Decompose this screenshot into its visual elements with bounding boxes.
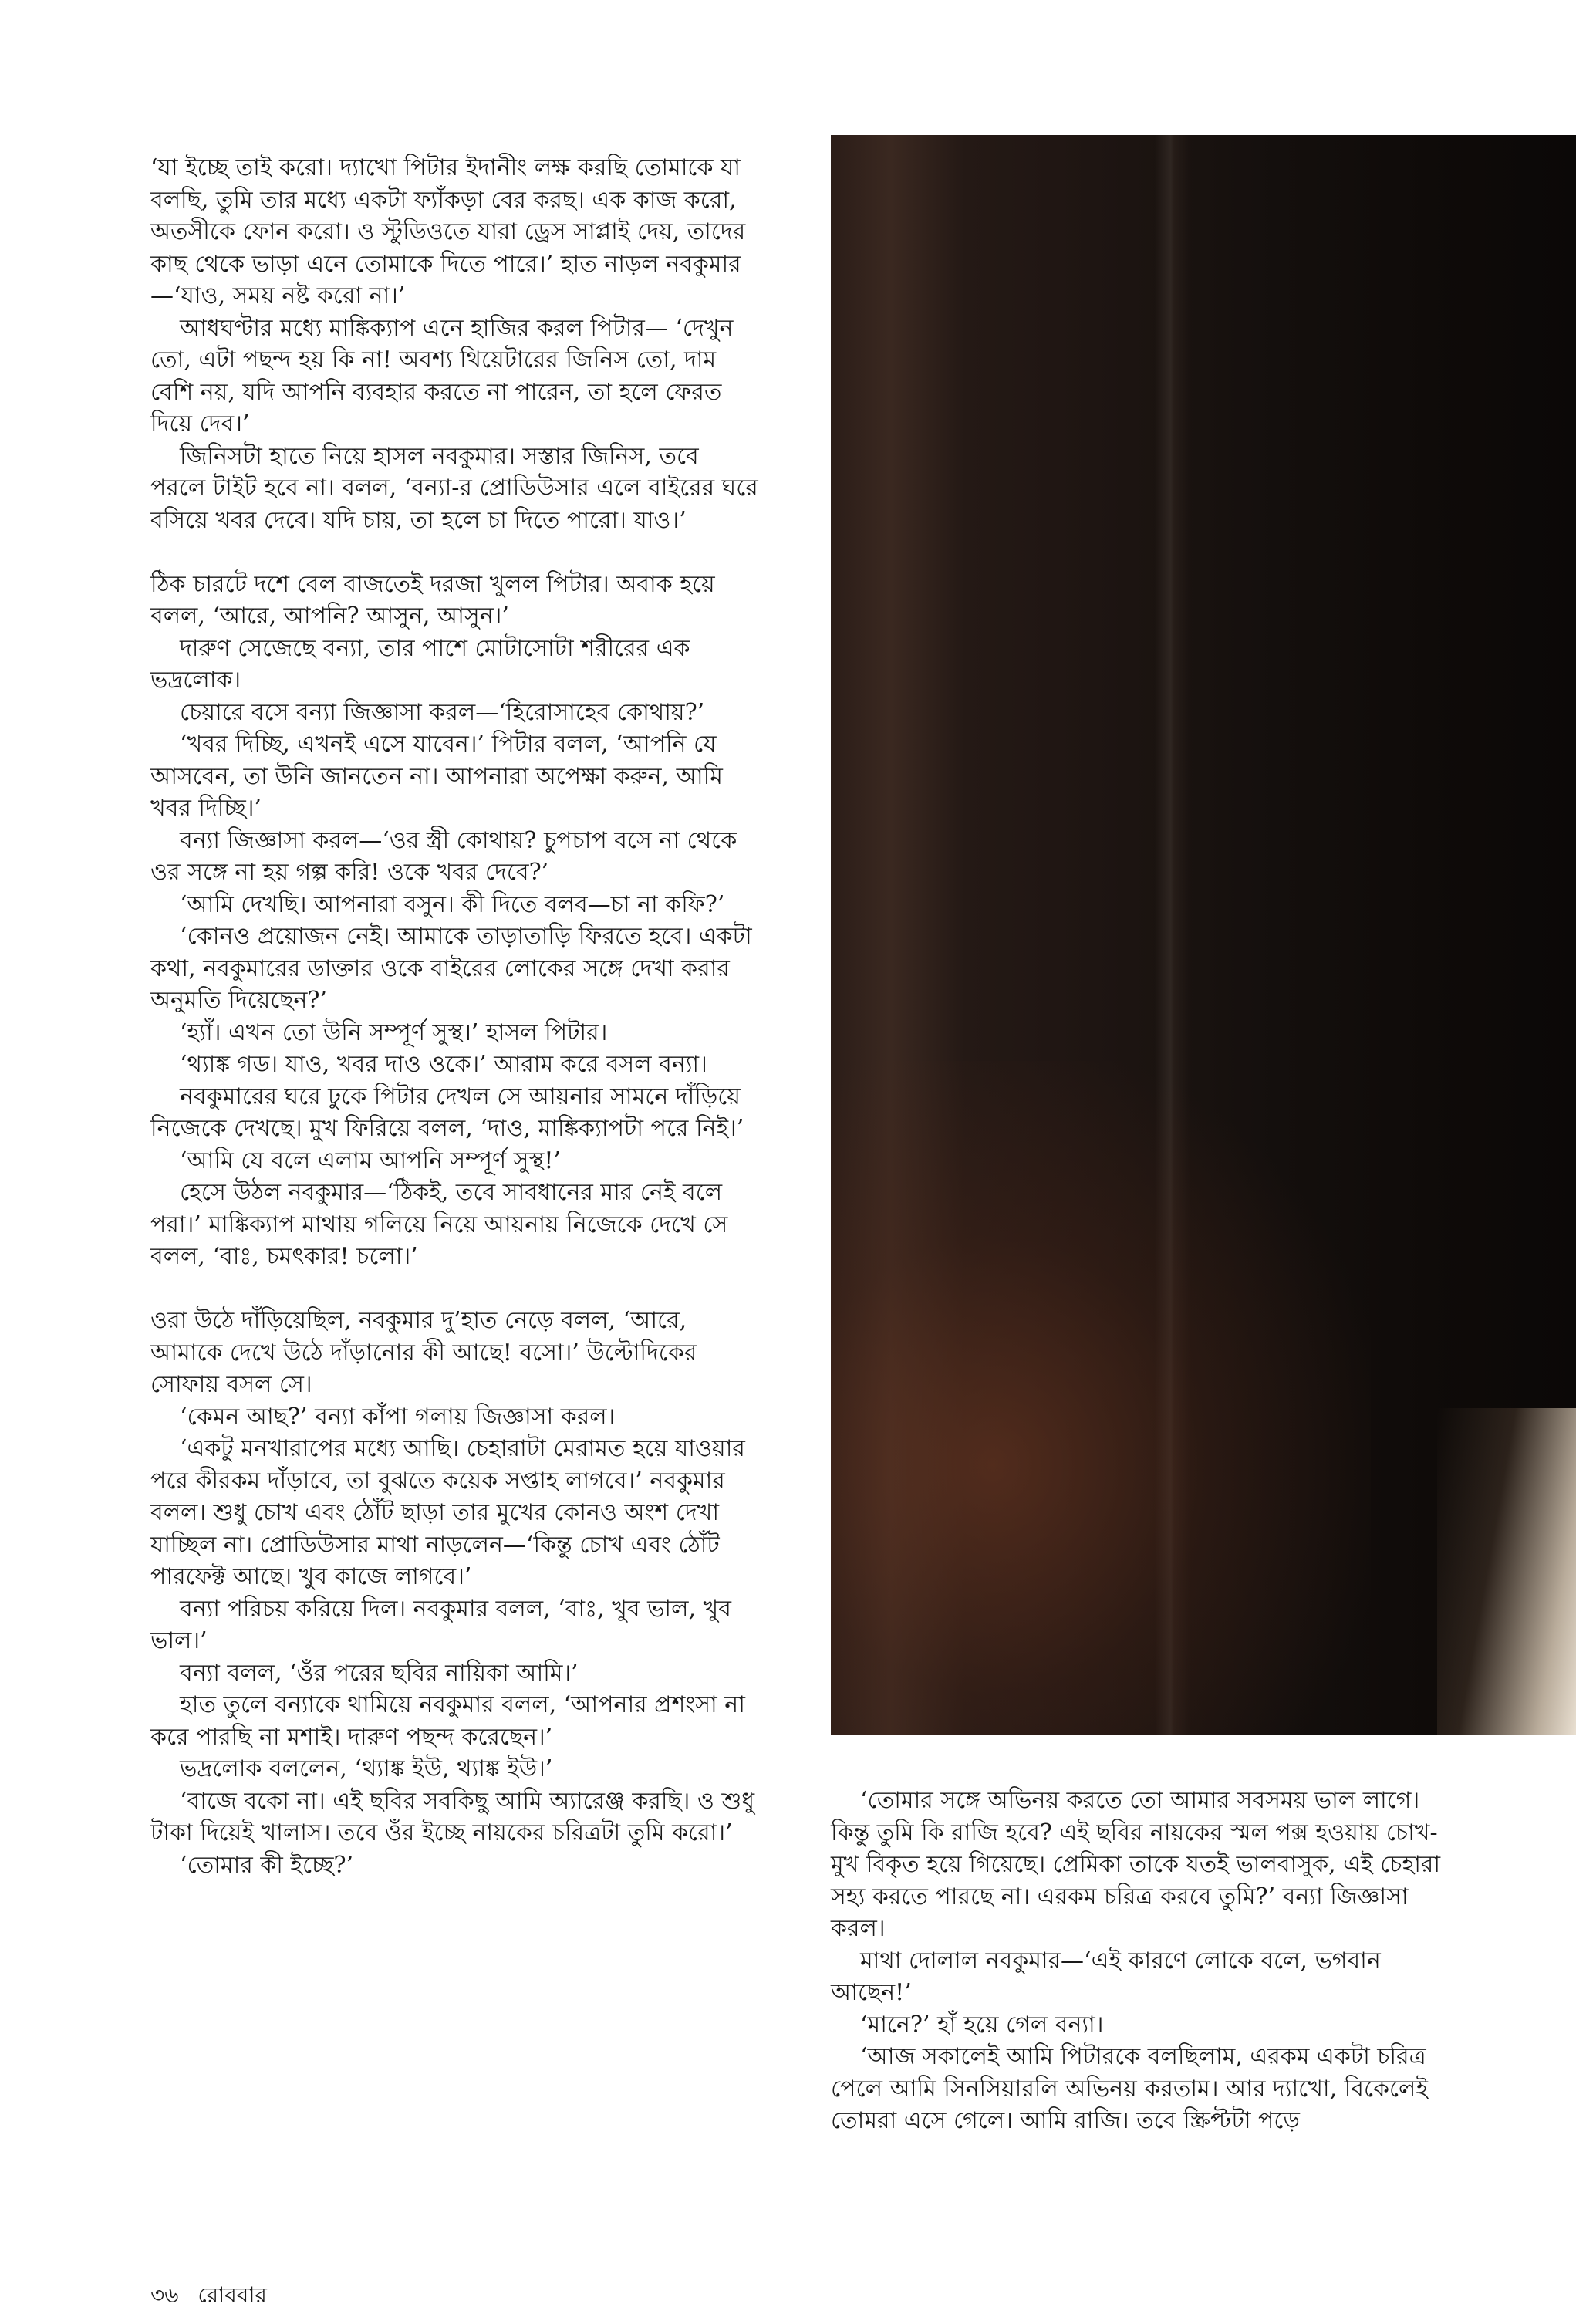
right-text-column (831, 1785, 1444, 2137)
paragraph: ঠিক চারটে দশে বেল বাজতেই দরজা খুলল পিটার। অবাক হয়ে বলল, ‘আরে, আপনি? আসুন, আসুন।’ (150, 570, 715, 630)
page-footer (150, 2282, 279, 2309)
paragraph: জিনিসটা হাতে নিয়ে হাসল নবকুমার। সস্তার জিনিস, তবে পরলে টাইট হবে না। বলল, ‘বন্যা-র প্রোডিউসার এলে বাইরের ঘরে বসিয়ে খবর দেবে। যদি চায়, তা হলে চা দিতে পারো। যাও।’ (150, 442, 758, 534)
paragraph: হাত তুলে বন্যাকে থামিয়ে নবকুমার বলল, ‘আপনার প্রশংসা না করে পারছি না মশাই। দারুণ পছন্দ করেছেন।’ (150, 1691, 745, 1751)
paragraph: ‘একটু মনখারাপের মধ্যে আছি। চেহারাটা মেরামত হয়ে যাওয়ার পরে কীরকম দাঁড়াবে, তা বুঝতে কয়েক সপ্তাহ লাগবে।’ নবকুমার বলল। শুধু চোখ এবং ঠোঁট ছাড়া তার মুখের কোনও অংশ দেখা যাচ্ছিল না। প্রোডিউসার মাথা নাড়লেন—‘কিন্তু চোখ এবং ঠোঁট পারফেক্ট আছে। খুব কাজে লাগবে।’ (150, 1435, 745, 1590)
paragraph: ‘তোমার সঙ্গে অভিনয় করতে তো আমার সবসময় ভাল লাগে। কিন্তু তুমি কি রাজি হবে? এই ছবির নায়কের স্মল পক্স হওয়ায় চোখ-মুখ বিকৃত হয়ে গিয়েছে। প্রেমিকা তাকে যতই ভালবাসুক, এই চেহারা সহ্য করতে পারছে না। এরকম চরিত্র করবে তুমি?’ বন্যা জিজ্ঞাসা করল। (831, 1787, 1441, 1942)
paragraph: ‘আমি দেখছি। আপনারা বসুন। কী দিতে বলব—চা না কফি?’ (180, 890, 725, 918)
photo-light-edge (1437, 1408, 1576, 1735)
paragraph: ওরা উঠে দাঁড়িয়েছিল, নবকুমার দু’হাত নেড়ে বলল, ‘আরে, আমাকে দেখে উঠে দাঁড়ানোর কী আছে! বসো।’ উল্টোদিকের সোফায় বসল সে। (150, 1307, 697, 1398)
paragraph: হেসে উঠল নবকুমার—‘ঠিকই, তবে সাবধানের মার নেই বলে পরা।’ মাঙ্কিক্যাপ মাথায় গলিয়ে নিয়ে আয়নায় নিজেকে দেখে সে বলল, ‘বাঃ, চমৎকার! চলো।’ (150, 1179, 728, 1270)
paragraph: ‘আজ সকালেই আমি পিটারকে বলছিলাম, এরকম একটা চরিত্র পেলে আমি সিনসিয়ারলি অভিনয় করতাম। আর দ্যাখো, বিকেলেই তোমরা এসে গেলে। আমি রাজি। তবে স্ক্রিপ্টটা পড়ে (831, 2043, 1429, 2134)
paragraph: ‘বাজে বকো না। এই ছবির সবকিছু আমি অ্যারেঞ্জ করছি। ও শুধু টাকা দিয়েই খালাস। তবে ওঁর ইচ্ছে নায়কের চরিত্রটা তুমি করো।’ (150, 1787, 755, 1846)
story-illustration-photo (831, 135, 1576, 1735)
paragraph: ‘আমি যে বলে এলাম আপনি সম্পূর্ণ সুস্থ!’ (180, 1147, 561, 1174)
paragraph: বন্যা পরিচয় করিয়ে দিল। নবকুমার বলল, ‘বাঃ, খুব ভাল, খুব ভাল।’ (150, 1595, 731, 1654)
paragraph: ‘থ্যাঙ্ক গড। যাও, খবর দাও ওকে।’ আরাম করে বসল বন্যা। (180, 1051, 707, 1078)
paragraph: বন্যা বলল, ‘ওঁর পরের ছবির নায়িকা আমি।’ (180, 1659, 579, 1687)
paragraph: আধঘণ্টার মধ্যে মাঙ্কিক্যাপ এনে হাজির করল পিটার— ‘দেখুন তো, এটা পছন্দ হয় কি না! অবশ্য থিয়েটারের জিনিস তো, দাম বেশি নয়, যদি আপনি ব্যবহার করতে না পারেন, তা হলে ফেরত দিয়ে দেব।’ (150, 314, 734, 437)
paragraph: ‘কোনও প্রয়োজন নেই। আমাকে তাড়াতাড়ি ফিরতে হবে। একটা কথা, নবকুমারের ডাক্তার ওকে বাইরের লোকের সঙ্গে দেখা করার অনুমতি দিয়েছেন?’ (150, 923, 752, 1014)
paragraph: ‘খবর দিচ্ছি, এখনই এসে যাবেন।’ পিটার বলল, ‘আপনি যে আসবেন, তা উনি জানতেন না। আপনারা অপেক্ষা করুন, আমি খবর দিচ্ছি।’ (150, 731, 723, 822)
paragraph: চেয়ারে বসে বন্যা জিজ্ঞাসা করল—‘হিরোসাহেব কোথায়?’ (180, 698, 705, 726)
paragraph: ‘হ্যাঁ। এখন তো উনি সম্পূর্ণ সুস্থ।’ হাসল পিটার। (180, 1018, 608, 1046)
paragraph: বন্যা জিজ্ঞাসা করল—‘ওর স্ত্রী কোথায়? চুপচাপ বসে না থেকে ওর সঙ্গে না হয় গল্প করি! ওকে খবর দেবে?’ (150, 826, 737, 886)
paragraph: ভদ্রলোক বললেন, ‘থ্যাঙ্ক ইউ, থ্যাঙ্ক ইউ।’ (180, 1755, 553, 1782)
left-text-column (150, 152, 760, 1881)
paragraph: ‘তোমার কী ইচ্ছে?’ (180, 1851, 354, 1879)
magazine-name: রোববার (197, 2282, 267, 2308)
page-number: ৩৬ (150, 2282, 179, 2308)
paragraph: দারুণ সেজেছে বন্যা, তার পাশে মোটাসোটা শরীরের এক ভদ্রলোক। (150, 634, 690, 694)
paragraph: মাথা দোলাল নবকুমার—‘এই কারণে লোকে বলে, ভগবান আছেন!’ (831, 1947, 1381, 2006)
paragraph: ‘মানে?’ হাঁ হয়ে গেল বন্যা। (860, 2011, 1104, 2039)
paragraph: ‘কেমন আছ?’ বন্যা কাঁপা গলায় জিজ্ঞাসা করল। (180, 1403, 616, 1431)
paragraph: নবকুমারের ঘরে ঢুকে পিটার দেখল সে আয়নার সামনে দাঁড়িয়ে নিজেকে দেখছে। মুখ ফিরিয়ে বলল, ‘দাও, মাঙ্কিক্যাপটা পরে নিই।’ (150, 1083, 744, 1142)
photo-warm-tone (831, 1061, 1371, 1735)
paragraph: ‘যা ইচ্ছে তাই করো। দ্যাখো পিটার ইদানীং লক্ষ করছি তোমাকে যা বলছি, তুমি তার মধ্যে একটা ফ্যাঁকড়া বের করছ। এক কাজ করো, অতসীকে ফোন করো। ও স্টুডিওতে যারা ড্রেস সাপ্লাই দেয়, তাদের কাছ থেকে ভাড়া এনে তোমাকে দিতে পারে।’ হাত নাড়ল নবকুমার—‘যাও, সময় নষ্ট করো না।’ (150, 154, 746, 309)
